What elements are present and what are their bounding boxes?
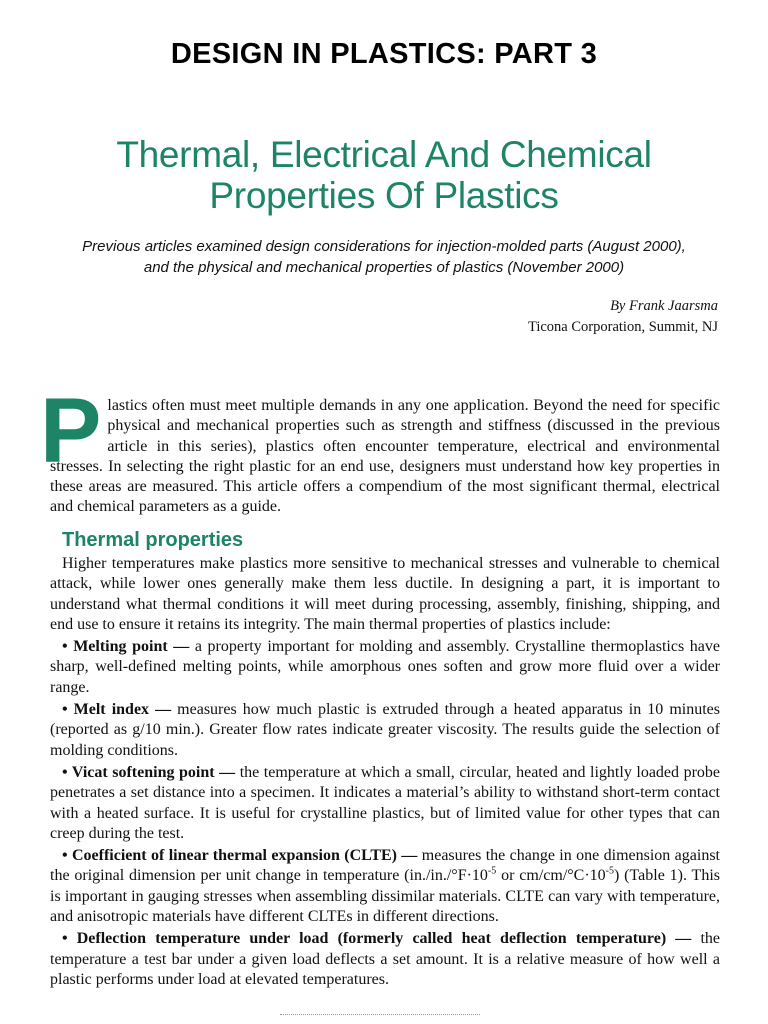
byline: [528, 296, 718, 338]
byline-affiliation: Ticona Corporation, Summit, NJ: [528, 319, 718, 335]
article-title-line-2: Properties Of Plastics: [209, 175, 559, 216]
drop-cap: P: [40, 380, 102, 482]
thermal-section-body: [50, 554, 720, 990]
definition-melt-index: measures how much plastic is extruded through a heated apparatus in 10 minutes (reported as g/10 min.). Greater flow rates indicate greater viscosity. The results guide the selection of molding conditions.: [50, 701, 720, 759]
list-item-melting-point: [50, 637, 720, 698]
article-title-line-1: Thermal, Electrical And Chemical: [116, 134, 652, 175]
thermal-intro-paragraph: Higher temperatures make plastics more sensitive to mechanical stresses and vulnerable to chemical attack, while lower ones generally make them less ductile. In designing a part, it is important to understand what thermal conditions it will meet during processing, assembly, finishing, shipping, and end use to ensure it retains its integrity. The main thermal properties of plastics include:: [50, 555, 720, 633]
intro-paragraph: [40, 380, 720, 518]
deck-line-1: Previous articles examined design considerations for injection-molded parts (August 2000),: [82, 238, 686, 255]
article-deck: [40, 236, 728, 278]
term-melting-point: • Melting point —: [62, 638, 190, 656]
term-melt-index: • Melt index —: [62, 701, 172, 719]
list-item-vicat: [50, 763, 720, 844]
series-title: DESIGN IN PLASTICS: PART 3: [170, 38, 598, 70]
superscript-a: -5: [487, 866, 497, 878]
definition-melting-point: a property important for molding and assembly. Crystalline thermoplastics have sharp, well-defined melting points, while amorphous ones soften and grow more fluid over a wider range.: [50, 638, 720, 696]
deck-line-2: and the physical and mechanical properties of plastics (November 2000): [143, 259, 625, 276]
list-item-melt-index: [50, 700, 720, 761]
definition-clte-part-a: measures the change in one dimension against the original dimension per unit change in temperature (in./in./°F·10: [50, 847, 720, 885]
definition-vicat: the temperature at which a small, circular, heated and lightly loaded probe penetrates a set distance into a specimen. It indicates a material’s ability to withstand short-term contact with a heated surface. It is useful for crystalline plastics, but of limited value for other types that can creep during the test.: [50, 763, 720, 842]
definition-deflection-temperature: the temperature a test bar under a given load deflects a set amount. It is a relative measure of how well a plastic performs under load at elevated temperatures.: [50, 930, 721, 988]
definition-clte-part-c: ) (Table 1). This is important in gauging stresses when assembling dissimilar materials. CLTE can vary with temperature, and anisotropic materials have different CLTEs in different directions.: [50, 867, 720, 926]
byline-author: By Frank Jaarsma: [610, 298, 718, 314]
intro-text: lastics often must meet multiple demands in any one application. Beyond the need for specific physical and mechanical properties such as strength and stiffness (discussed in the previous article in this series), plastics often encounter temperature, electrical and environmental stresses. In selecting the right plastic for an end use, designers must understand how key properties in these areas are measured. This article offers a compendium of the most significant thermal, electrical and chemical parameters as a guide.: [50, 397, 720, 516]
section-heading-thermal: Thermal properties: [62, 529, 244, 551]
list-item-deflection-temperature: [50, 929, 720, 990]
term-deflection-temperature: • Deflection temperature under load (formerly called heat deflection temperature) —: [62, 930, 692, 948]
term-vicat: • Vicat softening point —: [62, 763, 236, 781]
list-item-clte: [50, 846, 720, 927]
term-clte: • Coefficient of linear thermal expansion (CLTE) —: [62, 847, 418, 865]
definition-clte-part-b: or cm/cm/°C·10: [496, 867, 606, 885]
page-footer-fragment: [280, 1014, 480, 1021]
article-title: [0, 134, 768, 216]
superscript-b: -5: [605, 866, 615, 878]
